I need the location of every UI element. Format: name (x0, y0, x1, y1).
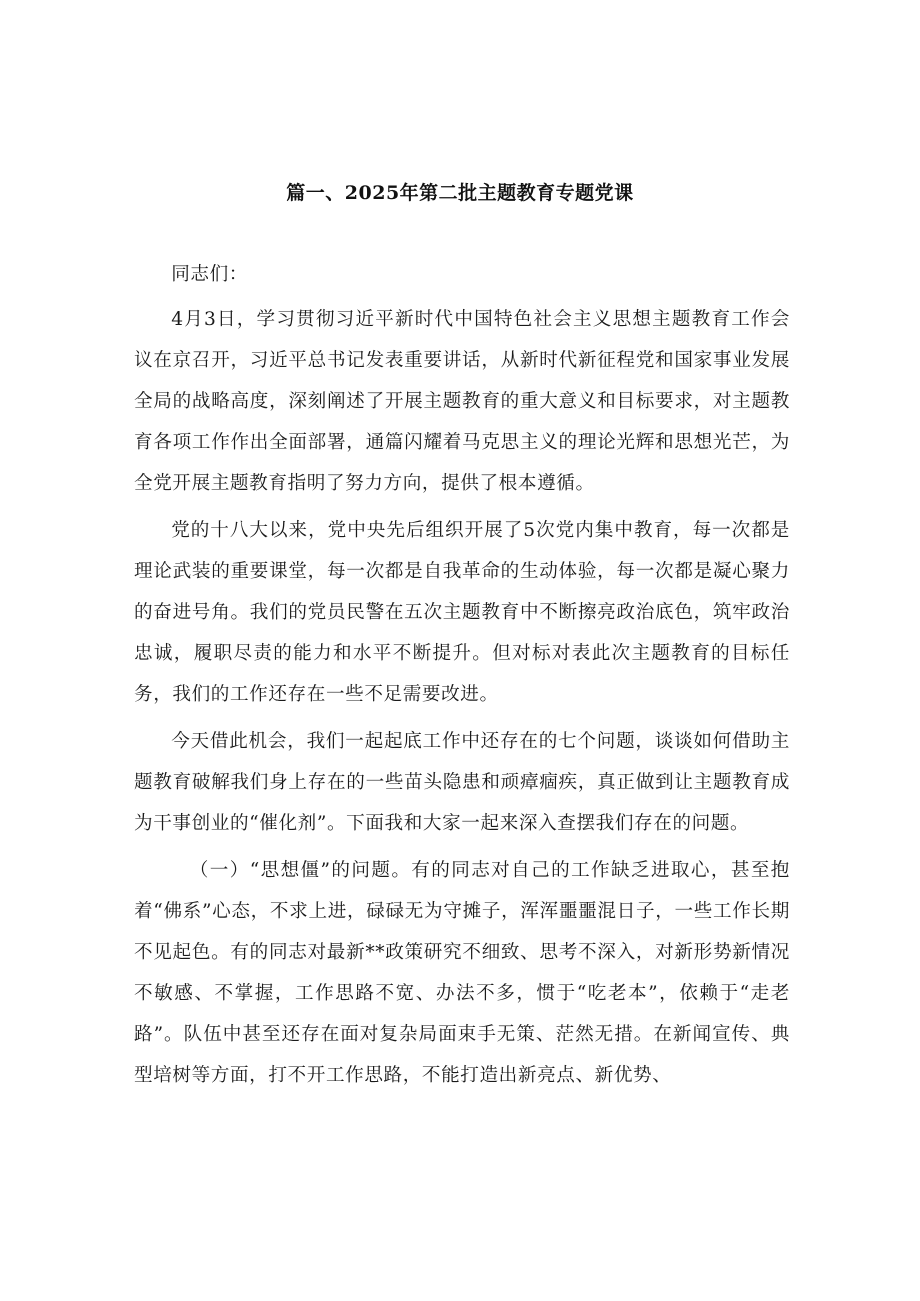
paragraph-3: 今天借此机会，我们一起起底工作中还存在的七个问题，谈谈如何借助主题教育破解我们身上存在的一些苗头隐患和顽瘴痼疾，真正做到让主题教育成为干事创业的“催化剂”。下面我和大家一起来深入查摆我们存在的问题。 (134, 731, 790, 834)
paragraph-1: 4月3日，学习贯彻习近平新时代中国特色社会主义思想主题教育工作会议在京召开，习近平总书记发表重要讲话，从新时代新征程党和国家事业发展全局的战略高度，深刻阐述了开展主题教育的重大意义和目标要求，对主题教育各项工作作出全面部署，通篇闪耀着马克思主义的理论光辉和思想光芒，为全党开展主题教育指明了努力方向，提供了根本遵循。 (134, 309, 790, 494)
salutation: 同志们： (171, 264, 248, 285)
document-body (134, 254, 790, 1102)
problem-item-1: （一）“思想僵”的问题。有的同志对自己的工作缺乏进取心，甚至抱着“佛系”心态，不求上进，碌碌无为守摊子，浑浑噩噩混日子，一些工作长期不见起色。有的同志对最新**政策研究不细致、思考不深入，对新形势新情况不敏感、不掌握，工作思路不宽、办法不多，惯于“吃老本”，依赖于“走老路”。队伍中甚至还存在面对复杂局面束手无策、茫然无措。在新闻宣传、典型培树等方面，打不开工作思路，不能打造出新亮点、新优势、 (134, 860, 790, 1086)
paragraph-2: 党的十八大以来，党中央先后组织开展了5次党内集中教育，每一次都是理论武装的重要课堂，每一次都是自我革命的生动体验，每一次都是凝心聚力的奋进号角。我们的党员民警在五次主题教育中不断擦亮政治底色，筑牢政治忠诚，履职尽责的能力和水平不断提升。但对标对表此次主题教育的目标任务，我们的工作还存在一些不足需要改进。 (134, 520, 790, 705)
document-title: 篇一、2025年第二批主题教育专题党课 (286, 182, 634, 204)
